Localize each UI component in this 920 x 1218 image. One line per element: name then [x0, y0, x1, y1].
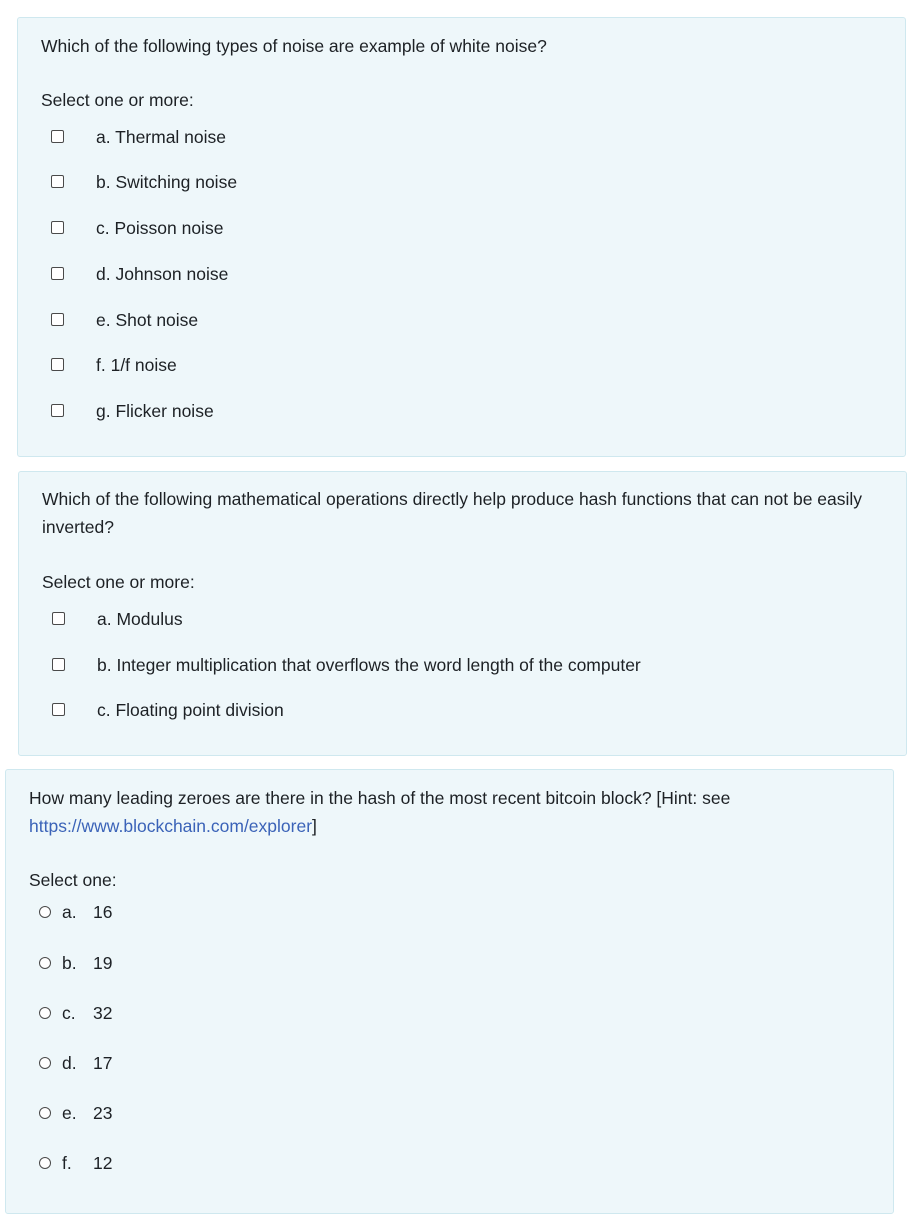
answer-option[interactable] — [19, 697, 906, 723]
answer-option[interactable] — [18, 352, 905, 378]
option-letter: b. — [62, 953, 77, 973]
question-card-3 — [5, 769, 894, 1214]
question-card-1 — [17, 17, 906, 457]
radio-button[interactable] — [39, 1057, 51, 1069]
question-text-end: ] — [312, 816, 317, 836]
answer-prompt: Select one: — [29, 870, 117, 890]
answer-option[interactable] — [18, 215, 905, 241]
option-label: a. Thermal noise — [96, 127, 227, 147]
answer-prompt: Select one or more: — [42, 572, 195, 592]
option-value: 19 — [93, 953, 113, 973]
checkbox[interactable] — [51, 358, 64, 371]
option-label: c. Floating point division — [97, 700, 284, 720]
option-letter: c. — [62, 1003, 76, 1023]
checkbox[interactable] — [51, 267, 64, 280]
answer-option[interactable] — [18, 261, 905, 287]
checkbox[interactable] — [52, 658, 65, 671]
option-label: b. Integer multiplication that overflows the word length of the computer — [97, 655, 641, 675]
question-text: Which of the following types of noise are example of white noise? — [41, 36, 547, 56]
radio-button[interactable] — [39, 1007, 51, 1019]
answer-option[interactable] — [18, 169, 905, 195]
question-card-2 — [18, 471, 907, 756]
answer-prompt: Select one or more: — [41, 90, 194, 110]
option-letter: a. — [62, 902, 77, 922]
answer-option[interactable] — [18, 307, 905, 333]
option-label: b. Switching noise — [96, 172, 238, 192]
radio-button[interactable] — [39, 957, 51, 969]
option-value: 32 — [93, 1003, 113, 1023]
radio-button[interactable] — [39, 1157, 51, 1169]
answer-option[interactable] — [19, 606, 906, 632]
option-label: e. Shot noise — [96, 310, 199, 330]
option-letter: d. — [62, 1053, 77, 1073]
option-letter: f. — [62, 1153, 72, 1173]
answer-option[interactable] — [19, 652, 906, 678]
option-value: 12 — [93, 1153, 113, 1173]
checkbox[interactable] — [52, 612, 65, 625]
question-text — [29, 784, 869, 840]
checkbox[interactable] — [51, 221, 64, 234]
checkbox[interactable] — [51, 404, 64, 417]
answer-option[interactable] — [6, 1150, 893, 1176]
question-text-start: How many leading zeroes are there in the hash of the most recent bitcoin block? [Hint: see — [29, 788, 731, 808]
option-value: 23 — [93, 1103, 113, 1123]
checkbox[interactable] — [52, 703, 65, 716]
answer-option[interactable] — [6, 950, 893, 976]
option-label: f. 1/f noise — [96, 355, 177, 375]
answer-option[interactable] — [6, 899, 893, 925]
answer-option[interactable] — [6, 1100, 893, 1126]
answer-option[interactable] — [6, 1050, 893, 1076]
option-label: d. Johnson noise — [96, 264, 229, 284]
answer-option[interactable] — [18, 398, 905, 424]
answer-option[interactable] — [18, 124, 905, 150]
checkbox[interactable] — [51, 313, 64, 326]
option-label: g. Flicker noise — [96, 401, 214, 421]
option-value: 16 — [93, 902, 113, 922]
radio-button[interactable] — [39, 1107, 51, 1119]
explorer-link[interactable]: https://www.blockchain.com/explorer — [29, 816, 313, 836]
option-label: c. Poisson noise — [96, 218, 224, 238]
option-letter: e. — [62, 1103, 77, 1123]
radio-button[interactable] — [39, 906, 51, 918]
checkbox[interactable] — [51, 130, 64, 143]
answer-option[interactable] — [6, 1000, 893, 1026]
question-text: Which of the following mathematical operations directly help produce hash functions that can not be easily inverted? — [42, 489, 863, 537]
checkbox[interactable] — [51, 175, 64, 188]
option-value: 17 — [93, 1053, 113, 1073]
option-label: a. Modulus — [97, 609, 183, 629]
